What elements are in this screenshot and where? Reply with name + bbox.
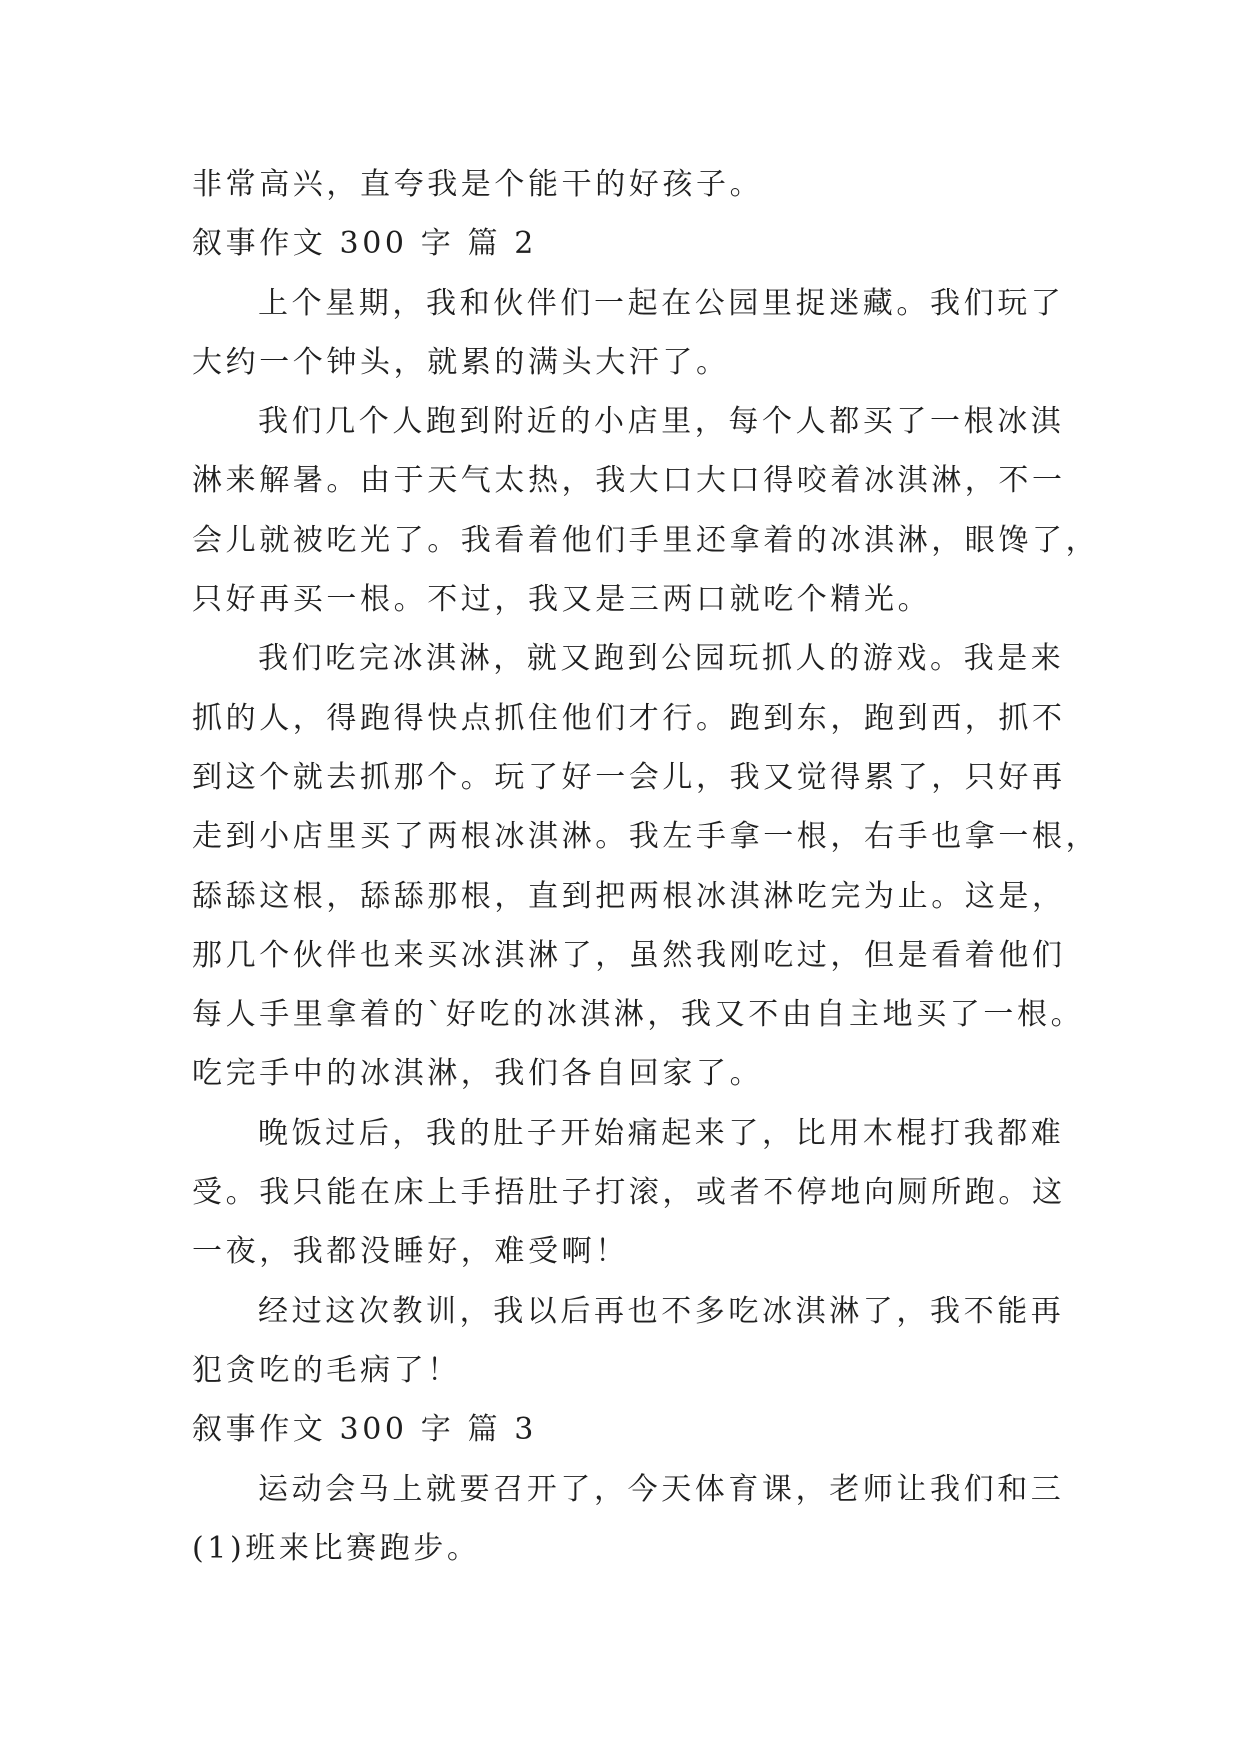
text-line: 运动会马上就要召开了，今天体育课，老师让我们和三 — [258, 1471, 1065, 1507]
text-line: 一夜，我都没睡好，难受啊！ — [192, 1234, 629, 1270]
text-line: 到这个就去抓那个。玩了好一会儿，我又觉得累了，只好再 — [192, 759, 1066, 795]
text-line: 只好再买一根。不过，我又是三两口就吃个精光。 — [192, 582, 932, 618]
text-line: 我们吃完冰淇淋，就又跑到公园玩抓人的游戏。我是来 — [258, 641, 1065, 677]
text-line: 晚饭过后，我的肚子开始痛起来了，比用木棍打我都难 — [258, 1115, 1065, 1151]
text-line: 走到小店里买了两根冰淇淋。我左手拿一根，右手也拿一根， — [192, 819, 1100, 855]
text-line: 我们几个人跑到附近的小店里，每个人都买了一根冰淇 — [258, 404, 1065, 440]
text-line: (1)班来比赛跑步。 — [192, 1530, 481, 1566]
section-heading: 叙事作文 300 字 篇 2 — [192, 226, 537, 262]
text-line: 那几个伙伴也来买冰淇淋了，虽然我刚吃过，但是看着他们 — [192, 937, 1066, 973]
text-line: 淋来解暑。由于天气太热，我大口大口得咬着冰淇淋，不一 — [192, 463, 1066, 499]
text-line: 每人手里拿着的`好吃的冰淇淋，我又不由自主地买了一根。 — [192, 997, 1085, 1033]
section-heading: 叙事作文 300 字 篇 3 — [192, 1412, 537, 1448]
text-line: 大约一个钟头，就累的满头大汗了。 — [192, 344, 730, 380]
text-line: 吃完手中的冰淇淋，我们各自回家了。 — [192, 1056, 764, 1092]
text-line: 抓的人，得跑得快点抓住他们才行。跑到东，跑到西，抓不 — [192, 700, 1066, 736]
text-line: 非常高兴，直夸我是个能干的好孩子。 — [192, 167, 764, 202]
text-line: 犯贪吃的毛病了！ — [192, 1352, 461, 1388]
text-line: 上个星期，我和伙伴们一起在公园里捉迷藏。我们玩了 — [258, 285, 1065, 321]
text-line: 经过这次教训，我以后再也不多吃冰淇淋了，我不能再 — [258, 1293, 1065, 1329]
text-line: 受。我只能在床上手捂肚子打滚，或者不停地向厕所跑。这 — [192, 1175, 1066, 1211]
document-body — [192, 155, 1100, 1578]
text-line: 舔舔这根，舔舔那根，直到把两根冰淇淋吃完为止。这是， — [192, 878, 1066, 914]
text-line: 会儿就被吃光了。我看着他们手里还拿着的冰淇淋，眼馋了， — [192, 522, 1100, 558]
